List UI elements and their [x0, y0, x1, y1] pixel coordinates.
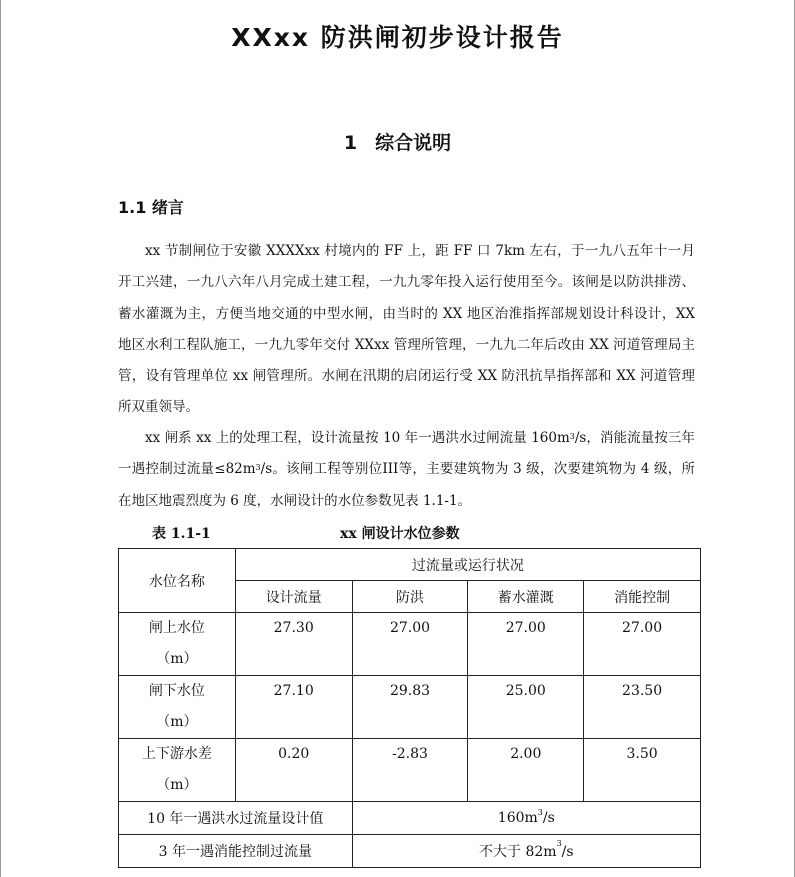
summary-label: 10 年一遇洪水过流量设计值	[119, 802, 353, 835]
table-cell: -2.83	[352, 739, 468, 802]
summary-value-main: 160m	[497, 810, 538, 826]
superscript-3: 3	[255, 463, 261, 473]
summary-value-unit: /s	[542, 810, 555, 826]
section-title: 绪言	[151, 198, 184, 217]
summary-value	[352, 835, 700, 868]
paragraph-design-flow	[118, 423, 695, 517]
row-name: 上下游水差	[141, 746, 212, 762]
table-cell: 3.50	[584, 739, 701, 802]
summary-value-main: 不大于 82m	[479, 844, 557, 860]
row-unit: （m）	[156, 714, 198, 730]
table-cell: 25.00	[468, 676, 584, 739]
row-unit: （m）	[156, 777, 198, 793]
table-row	[119, 613, 701, 676]
column-header: 防洪	[352, 581, 468, 613]
row-name-cell	[119, 739, 236, 802]
table-cell: 27.10	[235, 676, 352, 739]
chapter-title: 综合说明	[375, 132, 452, 154]
superscript-3: 3	[556, 839, 562, 848]
paragraph-design-flow-part-b: /s，消能流量按三年一遇控制过流量≤82m	[118, 430, 695, 478]
section-number: 1.1	[118, 198, 147, 217]
table-cell: 27.30	[235, 613, 352, 676]
table-cell: 27.00	[468, 613, 584, 676]
section-heading	[118, 195, 184, 218]
paragraph-design-flow-part-a: xx 闸系 xx 上的处理工程，设计流量按 10 年一遇洪水过闸流量 160m	[145, 430, 570, 446]
row-name: 闸下水位	[148, 683, 205, 699]
table-cell: 29.83	[352, 676, 468, 739]
summary-value	[352, 802, 700, 835]
table-row	[119, 676, 701, 739]
water-level-table	[118, 548, 701, 868]
table-row	[119, 739, 701, 802]
summary-row	[119, 835, 701, 868]
row-header-cell: 水位名称	[119, 549, 236, 613]
row-name: 闸上水位	[148, 620, 205, 636]
table-cell: 0.20	[235, 739, 352, 802]
document-title: XXxx 防洪闸初步设计报告	[231, 23, 564, 52]
table-caption-number: 表 1.1-1	[152, 526, 211, 542]
chapter-heading	[0, 128, 795, 155]
summary-label: 3 年一遇消能控制过流量	[119, 835, 353, 868]
paragraph-design-flow-part-c: /s。该闸工程等别位III等，主要建筑物为 3 级，次要建筑物为 4 级，所在地区地震烈度为 6 度，水闸设计的水位参数见表 1.1-1。	[118, 461, 695, 509]
table-cell: 23.50	[584, 676, 701, 739]
table-caption-title: xx 闸设计水位参数	[340, 526, 460, 542]
row-name-cell	[119, 613, 236, 676]
table-cell: 27.00	[584, 613, 701, 676]
table-header-row	[119, 549, 701, 581]
summary-row	[119, 802, 701, 835]
group-header-cell: 过流量或运行状况	[235, 549, 700, 581]
chapter-number: 1	[343, 132, 358, 154]
table-cell: 2.00	[468, 739, 584, 802]
column-header: 蓄水灌溉	[468, 581, 584, 613]
column-header: 消能控制	[584, 581, 701, 613]
column-header: 设计流量	[235, 581, 352, 613]
row-name-cell	[119, 676, 236, 739]
superscript-3: 3	[569, 432, 575, 441]
superscript-3: 3	[537, 808, 543, 817]
row-unit: （m）	[156, 651, 198, 667]
paragraph-intro: xx 节制闸位于安徽 XXXXxx 村境内的 FF 上，距 FF 口 7km 左右，于一九八五年十一月开工兴建，一九八六年八月完成土建工程，一九九零年投入运行使用至今。该闸是以防洪排涝、蓄水灌溉为主，方便当地交通的中型水闸，由当时的 XX 地区治淮指挥部规划设计科设计，XX 地区水利工程队施工，一九九零年交付 XXxx 管理所管理，一九九二年后改由 XX 河道管理局主管，设有管理单位 xx 闸管理所。水闸在汛期的启闭运行受 XX 防汛抗旱指挥部和 XX 河道管理所双重领导。	[118, 243, 695, 416]
summary-value-unit: /s	[561, 844, 574, 860]
table-cell: 27.00	[352, 613, 468, 676]
